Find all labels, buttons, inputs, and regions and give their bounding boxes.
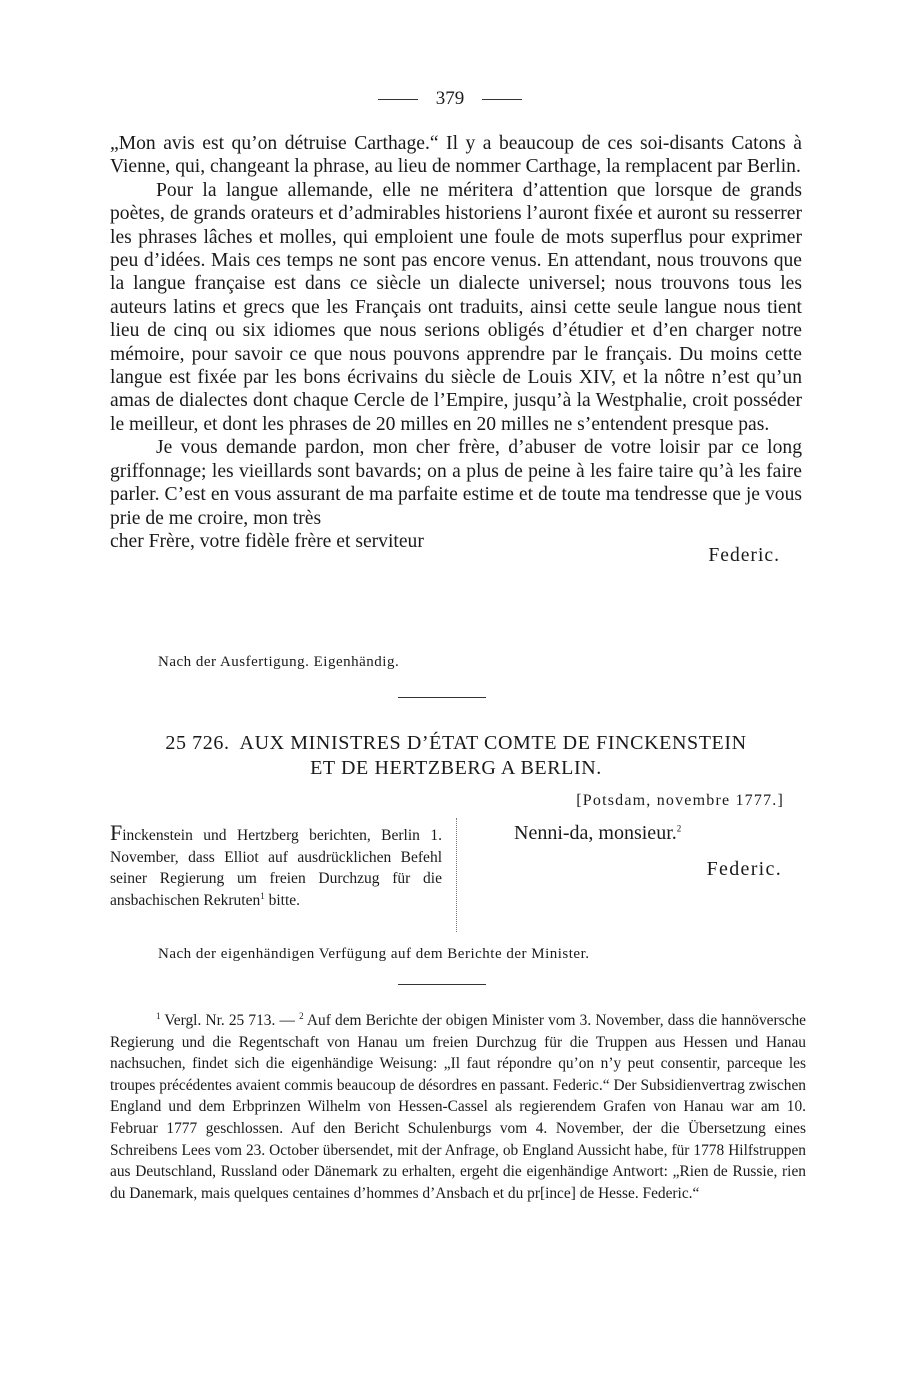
reply-signature: Federic.: [706, 858, 782, 880]
section-divider: [398, 697, 486, 698]
closing-text: cher Frère, votre fidèle frère et serviteur: [110, 530, 424, 552]
letter-signature: Federic.: [708, 544, 780, 566]
heading-recipients: AUX MINISTRES D’ÉTAT COMTE DE FINCKENSTEIN: [239, 732, 747, 754]
column-separator: [456, 818, 457, 932]
summary-end: bitte.: [264, 892, 301, 910]
footnotes: [110, 1010, 806, 1204]
page-number: 379: [435, 88, 465, 109]
footnote-ref-2[interactable]: 2: [676, 823, 682, 834]
letter-paragraph: „Mon avis est qu’on détruise Carthage.“ Il y a beaucoup de ces soi-disants Catons à Vienne, qui, changeant la phrase, au lieu de nommer Carthage, la remplacent par Berlin.: [110, 133, 802, 178]
reply-text: Nenni-da, monsieur.: [514, 822, 677, 844]
dateline: [Potsdam, novembre 1777.]: [576, 792, 784, 809]
source-note: Nach der eigenhändigen Verfügung auf dem Berichte der Minister.: [158, 946, 590, 962]
summary-text: inckenstein und Hertzberg berichten, Berlin 1. November, dass Elliot auf ausdrücklichen Befehl seiner Regierung um freien Durchzug für die ansbachischen Rekruten: [110, 827, 442, 910]
summary-initial: F: [110, 820, 123, 845]
document-heading: [110, 731, 802, 781]
letter-body: [110, 132, 802, 567]
footnote-ref-1[interactable]: 1: [260, 890, 265, 901]
header-rule-right: [482, 99, 522, 100]
letter-closing: [110, 530, 802, 567]
footnote-mark-2: 2: [299, 1010, 304, 1021]
footnote-1: Vergl. Nr. 25 713. —: [160, 1012, 300, 1029]
letter-paragraph: Je vous demande pardon, mon cher frère, d’abuser de votre loisir par ce long griffonnage; les vieillards sont bavards; on a plus de peine à les faire taire qu’à les faire parler. C’est en vous assurant de ma parfaite estime et de toute ma tendresse que je vous prie de me croire, mon très: [110, 437, 802, 529]
footnote-text: [110, 1010, 806, 1204]
document-number: 25 726.: [165, 732, 230, 754]
kings-reply: [514, 820, 681, 846]
letter-paragraph: Pour la langue allemande, elle ne méritera d’attention que lorsque de grands poètes, de grands orateurs et d’admirables historiens l’auront fixée et auront su resserrer les phrases lâches et molles, qui emploient une foule de mots superflus pour exprimer peu d’idées. Mais ces temps ne sont pas encore venus. En attendant, nous trouvons que la langue française est dans ce siècle un dialecte universel; nous trouvons tous les auteurs latins et grecs que les Français ont traduits, ainsi cette seule langue nous tient lieu de cinq ou six idiomes que nous serions obligés d’étudier et d’en charger notre mémoire, pour savoir ce que nous pouvons apprendre par le français. Du moins cette langue est fixée par les bons écrivains du siècle de Louis XIV, et la nôtre n’est qu’un amas de dialectes dont chaque Cercle de l’Empire, jusqu’à la Westphalie, croit posséder le meilleur, et dont les phrases de 20 milles en 20 milles ne s’entendent presque pas.: [110, 179, 802, 435]
footnote-divider: [398, 984, 486, 985]
header-rule-left: [378, 99, 418, 100]
footnote-2: Auf dem Berichte der obigen Minister vom 3. November, dass die hannöversche Regierung und die Regentschaft von Hanau um freien Durchzug für die Truppen aus Hessen und Hanau nachsuchen, findet sich die eigenhändige Weisung: „Il faut répondre qu’on n’y peut consentir, parceque les troupes précédentes avaient commis beaucoup de désordres en passant. Federic.“ Der Subsidienvertrag zwischen England und dem Erbprinzen Wilhelm von Hessen-Cassel als regierendem Grafen von Hanau war am 10. Februar 1777 geschlossen. Auf den Bericht Schulenburgs vom 4. November, der die Übersetzung eines Schreibens Lees vom 23. October übersendet, mit der Anfrage, ob England Aussicht habe, für 1778 Hilfstruppen aus Deutschland, Russland oder Dänemark zu erhalten, ergeht die eigenhändige Antwort: „Rien de Russie, rien du Danemark, mais quelques centaines d’hommes d’Ansbach et du pr[ince] de Hesse. Federic.“: [110, 1012, 806, 1202]
footnote-mark-1: 1: [156, 1010, 161, 1021]
source-note: Nach der Ausfertigung. Eigenhändig.: [158, 654, 400, 670]
page-header: [0, 86, 900, 112]
heading-line-1: [110, 731, 802, 756]
heading-line-2: ET DE HERTZBERG A BERLIN.: [310, 757, 602, 779]
report-summary: [110, 822, 442, 912]
